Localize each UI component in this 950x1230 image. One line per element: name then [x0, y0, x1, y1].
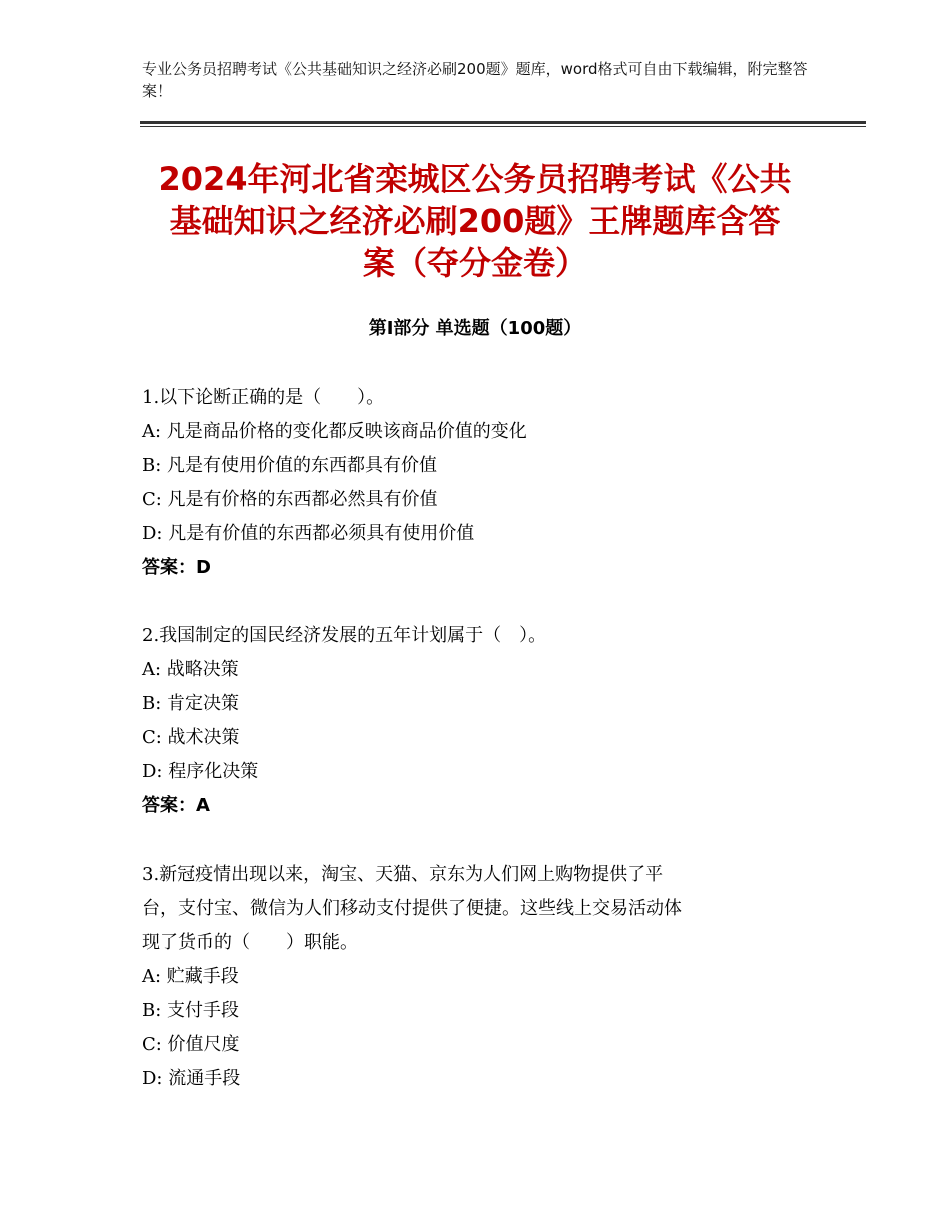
- option-a: A: 战略决策: [142, 659, 239, 680]
- title-line-2: 基础知识之经济必刷200题》王牌题库含答: [169, 202, 781, 240]
- question-stem: 1.以下论断正确的是（ ）。: [142, 387, 385, 408]
- option-d: D: 流通手段: [142, 1068, 241, 1089]
- option-c: C: 凡是有价格的东西都必然具有价值: [142, 489, 438, 510]
- header-divider-thick: [140, 121, 866, 124]
- question-1: [142, 381, 802, 585]
- option-b: B: 支付手段: [142, 1000, 240, 1021]
- option-c: C: 价值尺度: [142, 1034, 240, 1055]
- option-c: C: 战术决策: [142, 727, 240, 748]
- header-divider-thin: [140, 126, 866, 127]
- question-stem-line-3: 现了货币的（ ）职能。: [142, 932, 358, 953]
- question-stem-line-2: 台，支付宝、微信为人们移动支付提供了便捷。这些线上交易活动体: [142, 898, 682, 919]
- title-line-3: 案（夺分金卷）: [362, 244, 587, 282]
- question-stem-line-1: 3.新冠疫情出现以来，淘宝、天猫、京东为人们网上购物提供了平: [142, 864, 664, 885]
- option-a: A: 凡是商品价格的变化都反映该商品价值的变化: [142, 421, 527, 442]
- document-title: [130, 158, 820, 284]
- option-b: B: 凡是有使用价值的东西都具有价值: [142, 455, 438, 476]
- option-b: B: 肯定决策: [142, 693, 240, 714]
- option-d: D: 程序化决策: [142, 761, 259, 782]
- option-d: D: 凡是有价值的东西都必须具有使用价值: [142, 523, 475, 544]
- question-3: [142, 858, 802, 1096]
- question-stem: 2.我国制定的国民经济发展的五年计划属于（ ）。: [142, 625, 547, 646]
- question-2: [142, 619, 802, 823]
- answer-label: 答案：D: [142, 557, 211, 578]
- section-heading: 第Ⅰ部分 单选题（100题）: [368, 318, 582, 339]
- header-note: 专业公务员招聘考试《公共基础知识之经济必刷200题》题库，word格式可自由下载编辑，附完整答案！: [142, 60, 808, 100]
- option-a: A: 贮藏手段: [142, 966, 239, 987]
- title-line-1: 2024年河北省栾城区公务员招聘考试《公共: [158, 160, 792, 198]
- answer-label: 答案：A: [142, 795, 210, 816]
